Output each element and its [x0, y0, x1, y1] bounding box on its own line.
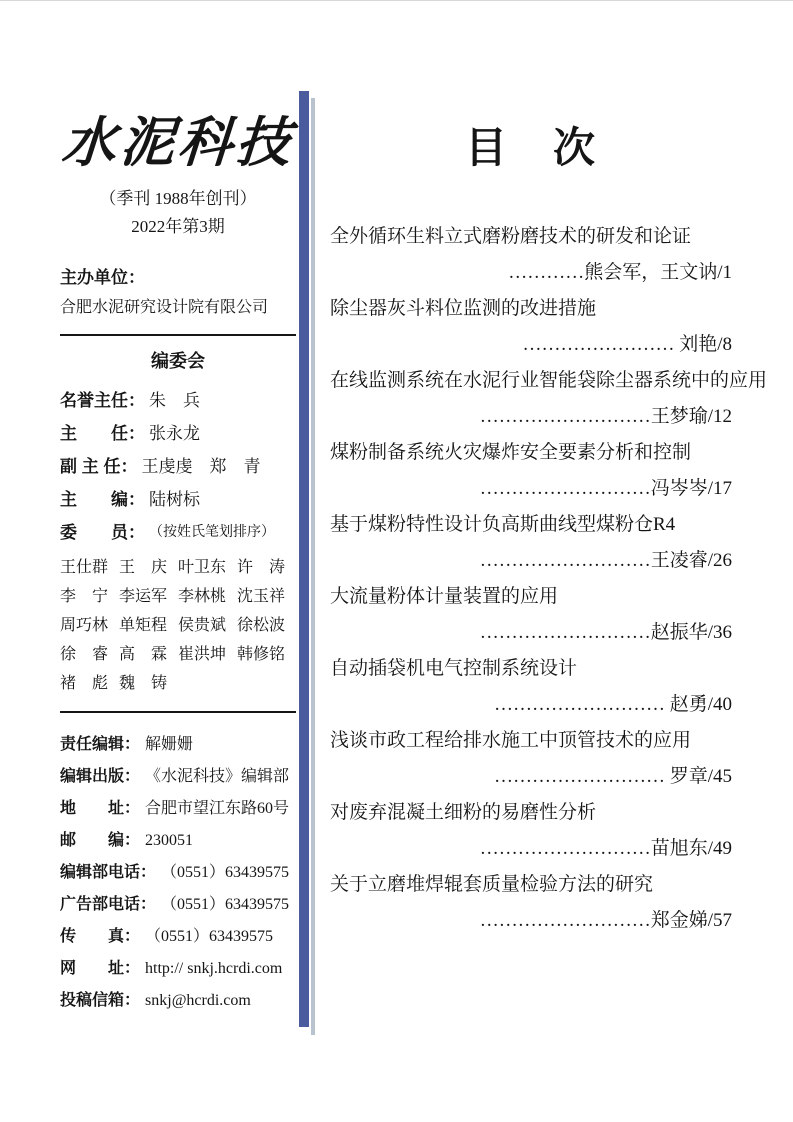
- member-name: 王 庆: [119, 559, 168, 576]
- board-role-row: [60, 450, 296, 483]
- toc-entry: [330, 651, 732, 723]
- toc-article-title: 基于煤粉特性设计负高斯曲线型煤粉仓R4: [330, 514, 676, 535]
- toc-entry: [330, 723, 732, 795]
- contact-value: （0551）63439575: [161, 864, 290, 881]
- member-name: 李林桃: [178, 588, 227, 605]
- role-label: 副 主 任：: [60, 457, 138, 476]
- member-name: 褚 彪: [60, 675, 109, 692]
- contact-row: [60, 761, 296, 793]
- contact-label: 邮 编：: [60, 832, 141, 849]
- contact-value: （0551）63439575: [161, 896, 290, 913]
- role-value: 陆树标: [149, 490, 200, 509]
- toc-author-page: ………………………冯岑岑/17: [479, 478, 732, 499]
- vertical-divider-bar: [299, 91, 309, 1027]
- member-name: 徐松波: [237, 617, 286, 634]
- member-name: 高 霖: [119, 646, 168, 663]
- member-name: 魏 铸: [119, 675, 168, 692]
- editorial-board-roles: [60, 384, 296, 549]
- contact-value: 《水泥科技》编辑部: [145, 768, 290, 785]
- toc-author-page: ………………………苗旭东/49: [479, 838, 732, 859]
- vertical-divider-bar-shadow: [311, 98, 315, 1035]
- contact-row: [60, 729, 296, 761]
- member-name: 许 涛: [237, 559, 286, 576]
- toc-entry: [330, 363, 768, 435]
- contact-label: 传 真：: [60, 928, 141, 945]
- board-role-row: [60, 483, 296, 516]
- organizer-name: 合肥水泥研究设计院有限公司: [60, 299, 269, 316]
- contact-value: 合肥市望江东路60号: [145, 800, 290, 817]
- journal-masthead-title: 水泥科技: [59, 113, 297, 173]
- toc-author-page: ……………………… 罗章/45: [493, 766, 732, 787]
- toc-entry: [330, 219, 732, 291]
- contact-label: 网 址：: [60, 960, 141, 977]
- contact-row: [60, 857, 296, 889]
- role-label: 委 员：: [60, 523, 145, 542]
- member-name: 徐 睿: [60, 646, 109, 663]
- editorial-board-heading: 编委会: [151, 351, 205, 371]
- toc-article-title: 浅谈市政工程给排水施工中顶管技术的应用: [330, 730, 692, 751]
- toc-heading: 目 次: [464, 126, 597, 172]
- toc-entry: [330, 867, 732, 939]
- role-label: 名誉主任：: [60, 391, 145, 410]
- role-label: 主 任：: [60, 424, 145, 443]
- toc-article-title: 大流量粉体计量装置的应用: [330, 586, 559, 607]
- member-name: 韩修铭: [237, 646, 286, 663]
- toc-entry: [330, 579, 732, 651]
- member-name: 侯贵斌: [178, 617, 227, 634]
- toc-author-page: ………………………郑金娣/57: [479, 910, 732, 931]
- table-of-contents: [330, 121, 768, 939]
- toc-entry: [330, 507, 732, 579]
- horizontal-rule-bottom: [60, 711, 296, 713]
- contact-value: （0551）63439575: [145, 928, 274, 945]
- toc-article-title: 在线监测系统在水泥行业智能袋除尘器系统中的应用: [330, 370, 768, 391]
- toc-article-title: 全外循环生料立式磨粉磨技术的研发和论证: [330, 226, 692, 247]
- toc-entry: [330, 435, 732, 507]
- contact-row: [60, 825, 296, 857]
- member-name: 王仕群: [60, 559, 109, 576]
- member-name: 周巧林: [60, 617, 109, 634]
- board-role-row: [60, 516, 296, 549]
- toc-author-page: …………………… 刘艳/8: [522, 334, 732, 355]
- member-name: [237, 669, 296, 698]
- member-name: 单矩程: [119, 617, 168, 634]
- organizer-label: 主办单位：: [60, 268, 145, 287]
- toc-author-page: …………熊会军，王文讷/1: [508, 262, 732, 283]
- contact-value: 230051: [145, 832, 194, 849]
- role-label: 主 编：: [60, 490, 145, 509]
- board-role-row: [60, 417, 296, 450]
- member-name: 李 宁: [60, 588, 109, 605]
- role-value: 张永龙: [149, 424, 200, 443]
- contact-label: 责任编辑：: [60, 736, 141, 753]
- contact-info: [60, 729, 296, 1017]
- horizontal-rule-top: [60, 334, 296, 336]
- toc-entry: [330, 795, 732, 867]
- contact-row: [60, 889, 296, 921]
- contact-row: [60, 793, 296, 825]
- contact-row: [60, 985, 296, 1017]
- member-name: [178, 669, 237, 698]
- member-name: 崔洪坤: [178, 646, 227, 663]
- member-name: 李运军: [119, 588, 168, 605]
- contact-label: 广告部电话：: [60, 896, 157, 913]
- contact-row: [60, 953, 296, 985]
- toc-article-title: 煤粉制备系统火灾爆炸安全要素分析和控制: [330, 442, 692, 463]
- member-name: 沈玉祥: [237, 588, 286, 605]
- toc-article-title: 自动插袋机电气控制系统设计: [330, 658, 578, 679]
- board-role-row: [60, 384, 296, 417]
- toc-author-page: ………………………王梦瑜/12: [479, 406, 732, 427]
- contact-value: http:// snkj.hcrdi.com: [145, 960, 283, 977]
- toc-article-title: 关于立磨堆焊辊套质量检验方法的研究: [330, 874, 654, 895]
- toc-author-page: ………………………赵振华/36: [479, 622, 732, 643]
- contact-label: 投稿信箱：: [60, 992, 141, 1009]
- contact-value: snkj@hcrdi.com: [145, 992, 251, 1009]
- contact-label: 编辑部电话：: [60, 864, 157, 881]
- role-value: （按姓氏笔划排序）: [149, 525, 275, 540]
- contact-value: 解姗姗: [145, 736, 194, 753]
- toc-entry: [330, 291, 732, 363]
- left-column: [60, 105, 296, 1017]
- contact-row: [60, 921, 296, 953]
- toc-author-page: ………………………王凌睿/26: [479, 550, 732, 571]
- toc-author-page: ……………………… 赵勇/40: [493, 694, 732, 715]
- toc-article-title: 除尘器灰斗料位监测的改进措施: [330, 298, 597, 319]
- role-value: 朱 兵: [149, 391, 200, 410]
- member-name: 叶卫东: [178, 559, 227, 576]
- journal-issue: 2022年第3期: [131, 217, 225, 236]
- contact-label: 编辑出版：: [60, 768, 141, 785]
- toc-article-title: 对废弃混凝土细粉的易磨性分析: [330, 802, 597, 823]
- journal-subtitle: （季刊 1988年创刊）: [99, 189, 257, 208]
- board-members-grid: [60, 553, 296, 698]
- role-value: 王虔虔 郑 青: [141, 457, 261, 476]
- contact-label: 地 址：: [60, 800, 141, 817]
- toc-entries: [330, 219, 768, 939]
